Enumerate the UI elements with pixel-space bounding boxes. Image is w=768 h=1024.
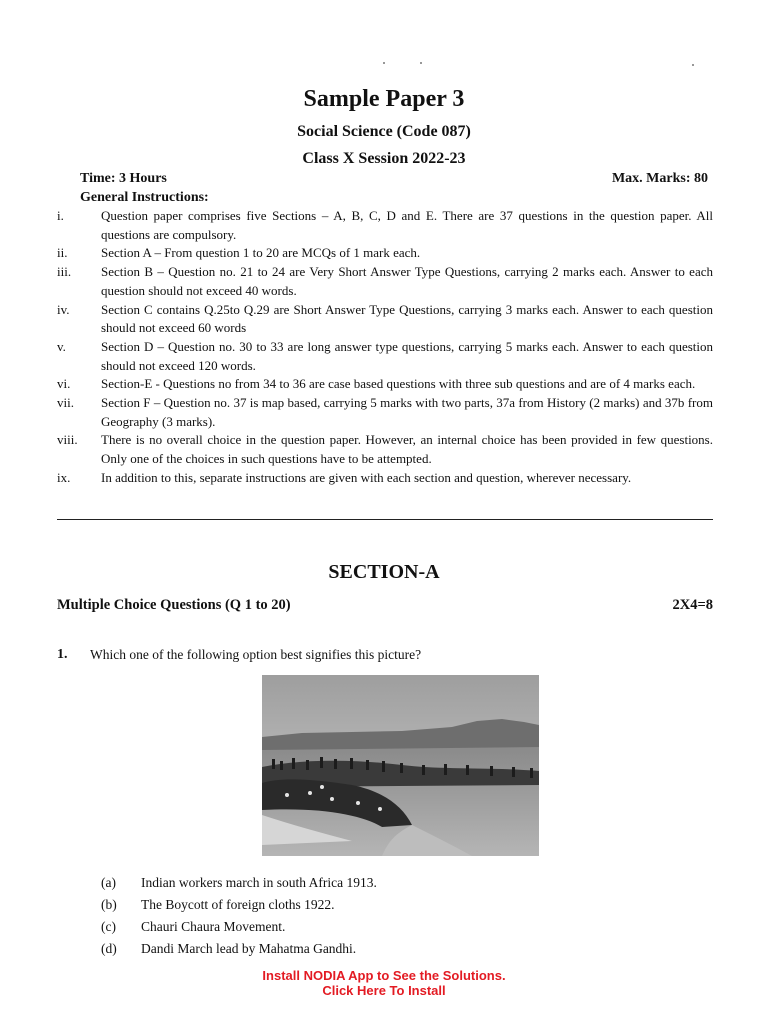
- instruction-text: Section B – Question no. 21 to 24 are Very Short Answer Type Questions, carrying 2 marks each. Answer to each question should not exceed 40 words.: [101, 264, 713, 298]
- question-text: Which one of the following option best signifies this picture?: [90, 647, 422, 662]
- option-label: (b): [101, 897, 117, 912]
- instruction-item: [57, 263, 713, 300]
- general-instructions-heading: General Instructions:: [80, 190, 209, 205]
- instruction-number: vii.: [57, 395, 74, 411]
- instruction-item: [57, 207, 713, 244]
- instruction-item: [57, 375, 713, 394]
- option-c[interactable]: [101, 916, 377, 938]
- divider-line: [57, 519, 713, 520]
- time-marks-row: [80, 171, 708, 189]
- instruction-text: Section A – From question 1 to 20 are MCQs of 1 mark each.: [101, 245, 421, 261]
- historical-photo: [262, 675, 539, 856]
- footer-banner: [0, 968, 768, 998]
- instruction-number: ii.: [57, 245, 68, 261]
- instruction-number: iii.: [57, 264, 72, 280]
- answer-options: [101, 872, 377, 960]
- instruction-text: There is no overall choice in the question paper. However, an internal choice has been provided in few questions. Only one of the choices in such questions have to be attempted.: [101, 432, 713, 467]
- install-app-link[interactable]: Install NODIA App to See the Solutions.: [262, 968, 506, 983]
- instruction-text: Section-E - Questions no from 34 to 36 are case based questions with three sub questions and are of 4 marks each.: [101, 376, 696, 392]
- paper-title: Sample Paper 3: [303, 86, 465, 112]
- instruction-number: i.: [57, 208, 64, 223]
- option-label: (c): [101, 919, 116, 934]
- instruction-item: [57, 338, 713, 375]
- option-label: (d): [101, 941, 117, 956]
- instruction-number: ix.: [57, 469, 71, 485]
- option-a[interactable]: [101, 872, 377, 894]
- instruction-item: [57, 301, 713, 338]
- class-session-line: Class X Session 2022-23: [302, 150, 466, 167]
- time-label: Time: 3 Hours: [80, 171, 167, 186]
- instruction-item: [57, 469, 713, 488]
- instruction-text: Section D – Question no. 30 to 33 are long answer type questions, carrying 5 marks each. Answer to each question should not exceed 120 words.: [101, 338, 713, 373]
- instruction-number: vi.: [57, 376, 71, 392]
- scan-specks: [0, 62, 768, 68]
- instruction-number: iv.: [57, 301, 70, 317]
- instruction-item: [57, 394, 713, 431]
- option-text: Dandi March lead by Mahatma Gandhi.: [141, 941, 357, 956]
- instruction-text: Section F – Question no. 37 is map based, carrying 5 marks with two parts, 37a from History (2 marks) and 37b from Geography (3 marks).: [101, 395, 713, 429]
- option-b[interactable]: [101, 894, 377, 916]
- option-d[interactable]: [101, 938, 377, 960]
- max-marks-label: Max. Marks: 80: [611, 171, 708, 186]
- section-title: SECTION-A: [328, 561, 440, 583]
- instruction-item: [57, 431, 713, 468]
- mcq-heading: Multiple Choice Questions (Q 1 to 20): [57, 597, 291, 613]
- instruction-number: v.: [57, 338, 66, 354]
- option-label: (a): [101, 875, 116, 890]
- question-number: 1.: [57, 647, 68, 662]
- instruction-number: viii.: [57, 432, 78, 448]
- instructions-list: [57, 207, 713, 488]
- click-to-install-link[interactable]: Click Here To Install: [322, 983, 446, 998]
- instruction-item: [57, 244, 713, 263]
- option-text: Chauri Chaura Movement.: [141, 919, 286, 934]
- option-text: The Boycott of foreign cloths 1922.: [141, 897, 335, 912]
- instruction-text: Section C contains Q.25to Q.29 are Short Answer Type Questions, carrying 3 marks each. Answer to each question should not exceed 60 words: [101, 301, 713, 336]
- option-text: Indian workers march in south Africa 1913.: [141, 875, 377, 890]
- mcq-heading-row: [57, 597, 713, 617]
- instruction-text: Question paper comprises five Sections – A, B, C, D and E. There are 37 questions in the question paper. All questions are compulsory.: [101, 208, 713, 242]
- section-marks: 2X4=8: [672, 597, 713, 613]
- subject-line: Social Science (Code 087): [297, 123, 471, 140]
- instruction-text: In addition to this, separate instructions are given with each section and question, wherever necessary.: [101, 469, 632, 485]
